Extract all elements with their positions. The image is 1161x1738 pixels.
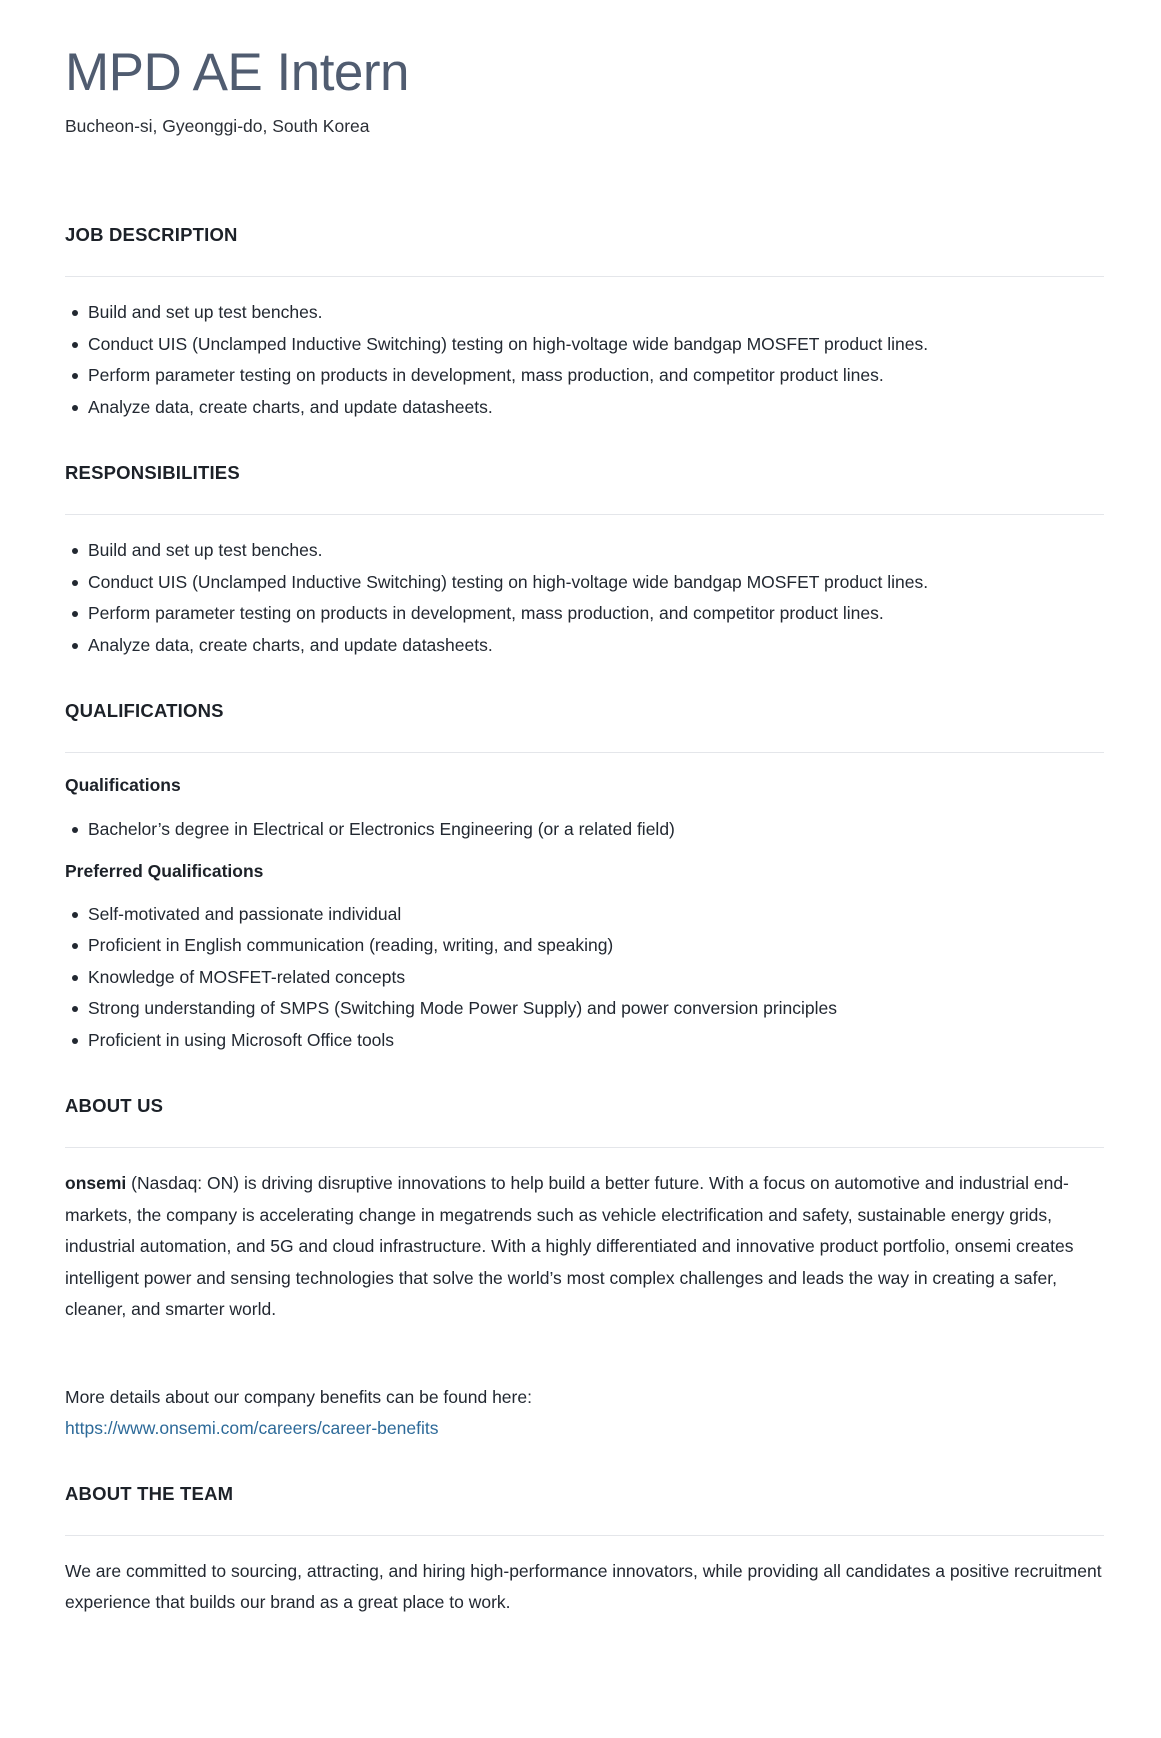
responsibilities-section [65,461,1104,661]
job-description-section [65,223,1104,423]
about-us-heading: ABOUT US [65,1095,164,1116]
list-item: Build and set up test benches. [88,297,1104,329]
benefits-text: More details about our company benefits can be found here: [65,1386,532,1407]
company-description: (Nasdaq: ON) is driving disruptive innovations to help build a better future. With a focus on automotive and industrial end-markets, the company is accelerating change in megatrends such as vehicle electrification and safety, sustainable energy grids, industrial automation, and 5G and cloud infrastructure. With a highly differentiated and innovative product portfolio, onsemi creates intelligent power and sensing technologies that solve the world’s most complex challenges and leads the way in creating a safer, cleaner, and smarter world. [65,1173,1074,1319]
benefits-link[interactable]: https://www.onsemi.com/careers/career-benefits [65,1418,439,1438]
list-item: Proficient in using Microsoft Office tools [88,1025,1104,1057]
section-divider [65,752,1104,753]
company-name: onsemi [65,1173,127,1193]
list-item: Perform parameter testing on products in development, mass production, and competitor product lines. [88,598,1104,630]
responsibilities-list [65,535,1104,661]
job-description-heading: JOB DESCRIPTION [65,224,238,245]
job-title: MPD AE Intern [65,43,410,102]
about-team-heading: ABOUT THE TEAM [65,1482,234,1504]
required-qualifications-heading: Qualifications [65,775,181,795]
responsibilities-heading: RESPONSIBILITIES [65,462,240,483]
preferred-qualifications-heading: Preferred Qualifications [65,860,264,881]
section-divider [65,514,1104,515]
list-item: Proficient in English communication (reading, writing, and speaking) [88,930,1104,962]
required-qualifications-list [65,814,1104,846]
about-team-description: We are committed to sourcing, attracting, and hiring high-performance innovators, while providing all candidates a positive recruitment experience that builds our brand as a great place to work. [65,1560,1102,1612]
list-item: Analyze data, create charts, and update datasheets. [88,630,1104,662]
list-item: Build and set up test benches. [88,535,1104,567]
about-us-description [65,1168,1104,1326]
list-item: Conduct UIS (Unclamped Inductive Switching) testing on high-voltage wide bandgap MOSFET product lines. [88,567,1104,599]
section-divider [65,1535,1104,1536]
list-item: Self-motivated and passionate individual [88,899,1104,931]
list-item: Analyze data, create charts, and update datasheets. [88,392,1104,424]
list-item: Conduct UIS (Unclamped Inductive Switching) testing on high-voltage wide bandgap MOSFET product lines. [88,329,1104,361]
qualifications-heading: QUALIFICATIONS [65,700,224,721]
job-description-list [65,297,1104,423]
list-item: Strong understanding of SMPS (Switching Mode Power Supply) and power conversion principles [88,993,1104,1025]
job-location: Bucheon-si, Gyeonggi-do, South Korea [65,116,370,136]
qualifications-section [65,699,1104,1056]
about-team-section [65,1482,1104,1619]
section-divider [65,1147,1104,1148]
section-divider [65,276,1104,277]
about-us-section [65,1094,1104,1445]
list-item: Perform parameter testing on products in development, mass production, and competitor product lines. [88,360,1104,392]
preferred-qualifications-list [65,899,1104,1057]
list-item: Knowledge of MOSFET-related concepts [88,962,1104,994]
list-item: Bachelor’s degree in Electrical or Electronics Engineering (or a related field) [88,814,1104,846]
